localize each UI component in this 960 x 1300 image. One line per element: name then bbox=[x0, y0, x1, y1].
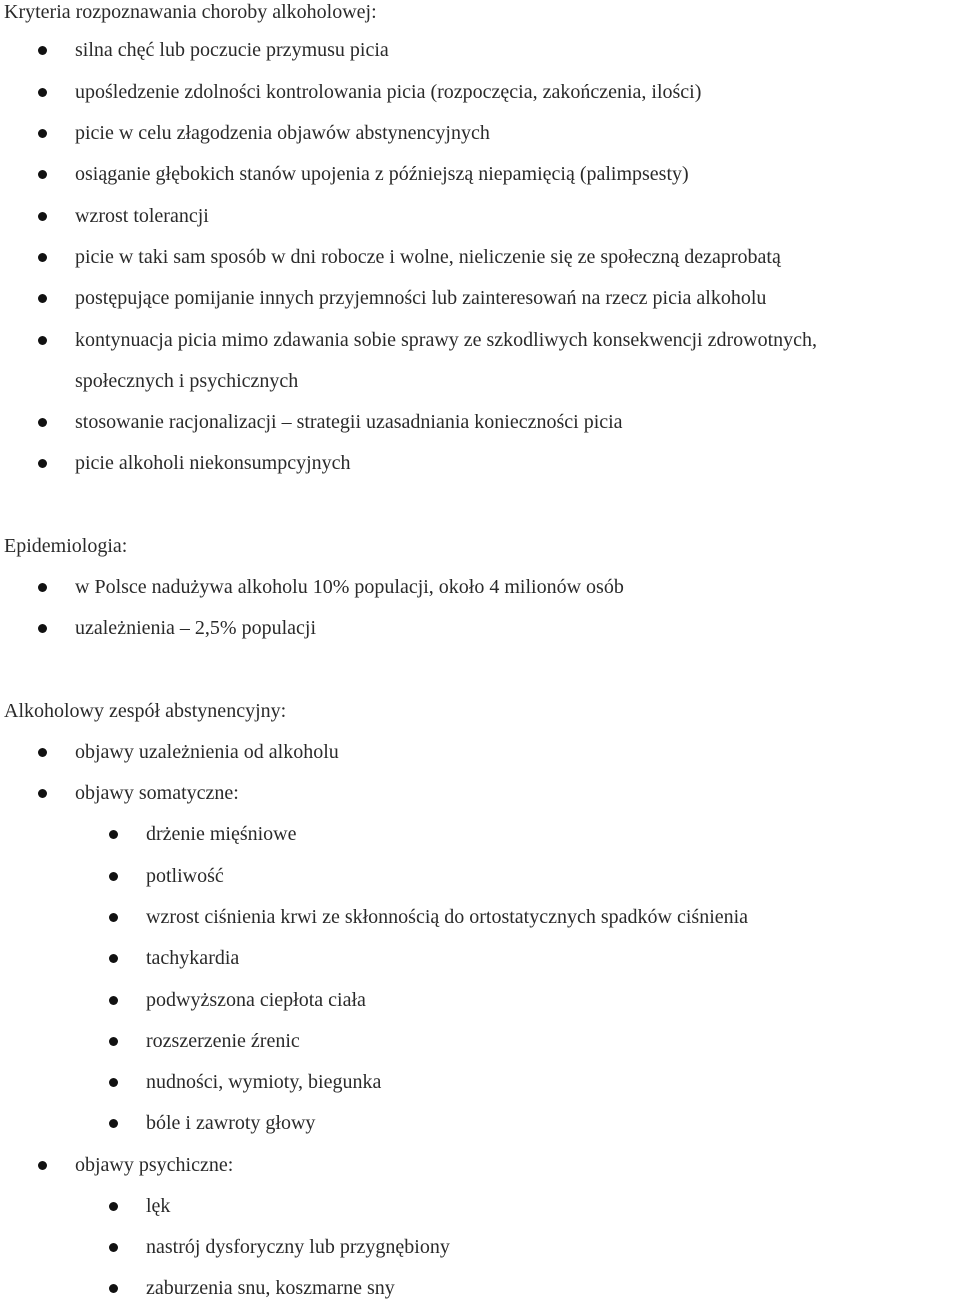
list-item: objawy somatyczne: bbox=[75, 781, 239, 805]
bullet-icon bbox=[109, 1202, 118, 1211]
bullet-icon bbox=[109, 996, 118, 1005]
bullet-icon bbox=[38, 789, 47, 798]
bullet-icon bbox=[109, 954, 118, 963]
sublist-item: nudności, wymioty, biegunka bbox=[146, 1070, 381, 1094]
sublist-item: rozszerzenie źrenic bbox=[146, 1029, 300, 1053]
bullet-icon bbox=[38, 459, 47, 468]
bullet-icon bbox=[109, 1078, 118, 1087]
list-item: wzrost tolerancji bbox=[75, 204, 209, 228]
list-item: upośledzenie zdolności kontrolowania picia (rozpoczęcia, zakończenia, ilości) bbox=[75, 80, 701, 104]
epidemiology-heading: Epidemiologia: bbox=[4, 535, 128, 557]
sublist-item: lęk bbox=[146, 1194, 170, 1218]
bullet-icon bbox=[38, 583, 47, 592]
list-item: objawy psychiczne: bbox=[75, 1153, 233, 1177]
list-item: uzależnienia – 2,5% populacji bbox=[75, 616, 316, 640]
sublist-item: bóle i zawroty głowy bbox=[146, 1111, 315, 1135]
bullet-icon bbox=[109, 1037, 118, 1046]
list-item: picie w celu złagodzenia objawów abstynencyjnych bbox=[75, 121, 490, 145]
bullet-icon bbox=[38, 748, 47, 757]
bullet-icon bbox=[38, 88, 47, 97]
bullet-icon bbox=[38, 294, 47, 303]
list-item: osiąganie głębokich stanów upojenia z późniejszą niepamięcią (palimpsesty) bbox=[75, 162, 689, 186]
list-item: objawy uzależnienia od alkoholu bbox=[75, 740, 339, 764]
list-item: silna chęć lub poczucie przymusu picia bbox=[75, 38, 389, 62]
list-item: picie alkoholi niekonsumpcyjnych bbox=[75, 451, 351, 475]
sublist-item: potliwość bbox=[146, 864, 224, 888]
bullet-icon bbox=[109, 1284, 118, 1293]
list-item: kontynuacja picia mimo zdawania sobie sprawy ze szkodliwych konsekwencji zdrowotnych, bbox=[75, 328, 817, 352]
bullet-icon bbox=[38, 46, 47, 55]
list-item: picie w taki sam sposób w dni robocze i wolne, nieliczenie się ze społeczną dezaprobatą bbox=[75, 245, 781, 269]
list-item-continuation: społecznych i psychicznych bbox=[75, 370, 299, 392]
bullet-icon bbox=[38, 212, 47, 221]
sublist-item: tachykardia bbox=[146, 946, 239, 970]
withdrawal-heading: Alkoholowy zespół abstynencyjny: bbox=[4, 700, 287, 722]
criteria-heading: Kryteria rozpoznawania choroby alkoholowej: bbox=[4, 1, 377, 23]
bullet-icon bbox=[109, 872, 118, 881]
bullet-icon bbox=[109, 1119, 118, 1128]
bullet-icon bbox=[38, 129, 47, 138]
bullet-icon bbox=[38, 336, 47, 345]
sublist-item: wzrost ciśnienia krwi ze skłonnością do ortostatycznych spadków ciśnienia bbox=[146, 905, 748, 929]
list-item: postępujące pomijanie innych przyjemności lub zainteresowań na rzecz picia alkoholu bbox=[75, 286, 766, 310]
list-item: w Polsce nadużywa alkoholu 10% populacji, około 4 milionów osób bbox=[75, 575, 624, 599]
list-item: stosowanie racjonalizacji – strategii uzasadniania konieczności picia bbox=[75, 410, 623, 434]
bullet-icon bbox=[38, 253, 47, 262]
bullet-icon bbox=[109, 913, 118, 922]
sublist-item: nastrój dysforyczny lub przygnębiony bbox=[146, 1235, 450, 1259]
bullet-icon bbox=[38, 170, 47, 179]
sublist-item: podwyższona ciepłota ciała bbox=[146, 988, 366, 1012]
sublist-item: drżenie mięśniowe bbox=[146, 822, 297, 846]
bullet-icon bbox=[109, 1243, 118, 1252]
sublist-item: zaburzenia snu, koszmarne sny bbox=[146, 1276, 395, 1300]
bullet-icon bbox=[109, 830, 118, 839]
bullet-icon bbox=[38, 624, 47, 633]
bullet-icon bbox=[38, 1161, 47, 1170]
bullet-icon bbox=[38, 418, 47, 427]
